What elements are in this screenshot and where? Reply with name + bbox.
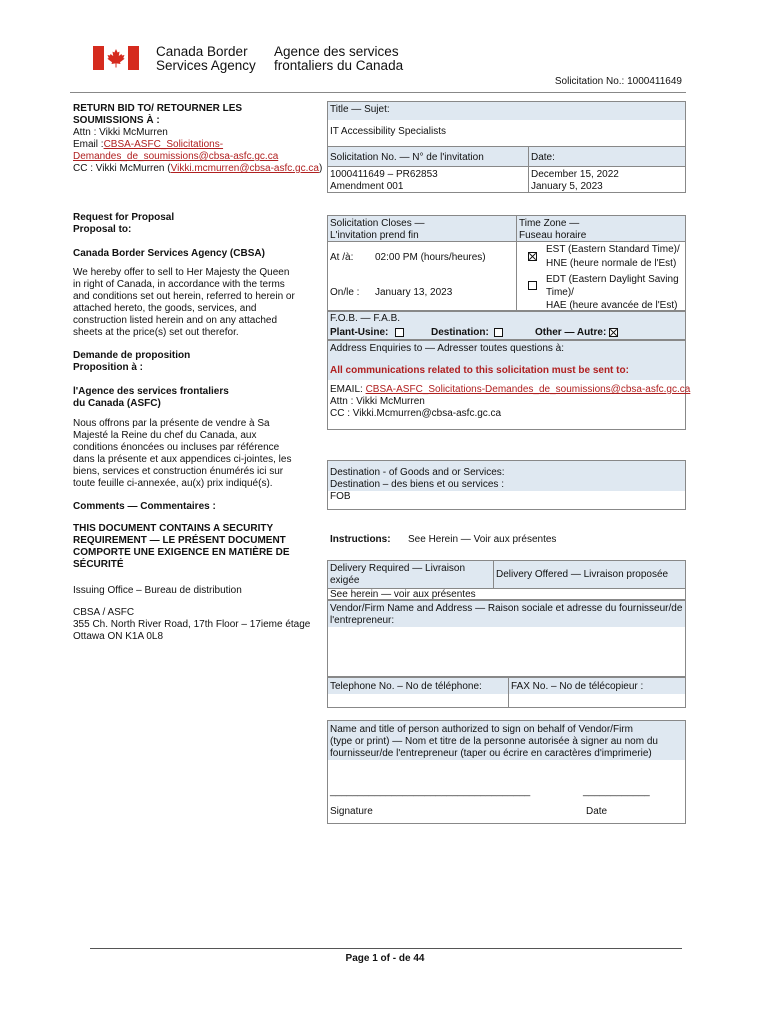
- plant-checkbox[interactable]: [395, 328, 404, 337]
- destination-text: Destination - of Goods and or Services: Destination – des biens et ou services : FOB: [330, 467, 505, 502]
- offer-text-fr: Nous offrons par la présente de vendre à Sa Majesté la Reine du chef du Canada, aux conditions énoncées ou incluses par référence dans la présente et aux appendices ci-jointes, les biens, services et construction énumérés ici sur toute feuille ci-annexée, au(x) prix indiqué(s).: [73, 418, 292, 489]
- agency-name-en: Canada Border Services Agency: [156, 44, 256, 73]
- header-divider: [70, 92, 686, 93]
- est-label: EST (Eastern Standard Time)/ HNE (heure normale de l'Est): [546, 244, 680, 269]
- rfp-heading: Request for Proposal Proposal to:: [73, 212, 175, 235]
- name-title-label: Name and title of person authorized to sign on behalf of Vendor/Firm (type or print) — Nom et titre de la personne autorisée à signer au nom du fournisseur/de l'entrepreneur (taper ou écrire en caractères d'imprimerie): [330, 724, 658, 759]
- date-line: ____________: [583, 786, 650, 797]
- signature-label: Signature: [330, 806, 373, 817]
- est-checkbox[interactable]: [528, 252, 537, 261]
- solicitation-number-header: Solicitation No.: 1000411649: [554, 76, 682, 87]
- cbsa-heading: Canada Border Services Agency (CBSA): [73, 248, 265, 259]
- contact-email-link[interactable]: CBSA-ASFC_Solicitations-Demandes_de_soumissions@cbsa-asfc.gc.ca: [365, 384, 691, 395]
- issuing-office-label: Issuing Office – Bureau de distribution: [73, 585, 242, 596]
- signature-date-label: Date: [586, 806, 608, 817]
- contact-attn: Attn : Vikki McMurren: [330, 396, 425, 407]
- email-link[interactable]: CBSA-ASFC_Solicitations-: [103, 139, 224, 150]
- fob-label: F.O.B. — F.A.B.: [330, 313, 401, 324]
- on-label: On/le :: [330, 287, 360, 298]
- footer-divider: [90, 948, 682, 949]
- at-value: 02:00 PM (hours/heures): [375, 252, 486, 263]
- vendor-label: Vendor/Firm Name and Address — Raison sociale et adresse du fournisseur/de l'entrepreneur:: [330, 603, 683, 626]
- canada-flag-logo: [93, 46, 139, 70]
- edt-checkbox[interactable]: [528, 281, 537, 290]
- delivery-required-label: Delivery Required — Livraison exigée: [330, 563, 466, 586]
- agency-name-fr: Agence des services frontaliers du Canada: [274, 44, 404, 73]
- all-communications-note: All communications related to this solicitation must be sent to:: [330, 365, 629, 376]
- closes-label: Solicitation Closes — L'invitation prend fin: [330, 218, 425, 241]
- sol-no-value: 1000411649 – PR62853 Amendment 001: [330, 169, 438, 192]
- security-notice: THIS DOCUMENT CONTAINS A SECURITY REQUIREMENT — LE PRÉSENT DOCUMENT COMPORTE UNE EXIGENCE EN MATIÈRE DE SÉCURITÉ: [73, 523, 290, 570]
- date-value: December 15, 2022 January 5, 2023: [531, 169, 619, 192]
- edt-label: EDT (Eastern Daylight Saving Time)/ HAE (heure avancée de l'Est): [546, 274, 679, 311]
- address-enquiries-label: Address Enquiries to — Adresser toutes questions à:: [330, 343, 565, 354]
- plant-label: Plant-Usine:: [330, 327, 389, 338]
- instructions-label: Instructions:: [330, 534, 391, 545]
- delivery-offered-label: Delivery Offered — Livraison proposée: [496, 569, 669, 580]
- email-link-continued[interactable]: Demandes_de_soumissions@cbsa-asfc.gc.ca: [73, 151, 279, 162]
- contact-email-line: EMAIL: CBSA-ASFC_Solicitations-Demandes_de_soumissions@cbsa-asfc.gc.ca: [330, 384, 691, 395]
- fax-label: FAX No. – No de télécopieur :: [511, 681, 644, 692]
- return-bid-block: RETURN BID TO/ RETOURNER LES SOUMISSIONS À : Attn : Vikki McMurren Email :CBSA-ASFC_Solicitations- Demandes_de_soumissions@cbsa-asfc.gc.ca CC : Vikki McMurren (Vikki.mcmurren@cbsa-asfc.gc.ca): [73, 103, 323, 174]
- offer-text-en: We hereby offer to sell to Her Majesty the Queen in right of Canada, in accordance with the terms and conditions set out herein, referred to herein or attached hereto, the goods, services, and construction listed herein and on any attached sheets at the price(s) set out therefor.: [73, 267, 295, 338]
- sol-no-label: Solicitation No. — N° de l'invitation: [330, 152, 484, 163]
- page-number: Page 1 of - de 44: [345, 953, 425, 964]
- instructions-value: See Herein — Voir aux présentes: [408, 534, 557, 545]
- title-value: IT Accessibility Specialists: [330, 126, 446, 137]
- signature-line: ____________________________________: [330, 786, 531, 797]
- on-value: January 13, 2023: [375, 287, 453, 298]
- title-label: Title — Sujet:: [330, 104, 390, 115]
- destination-label: Destination:: [431, 327, 489, 338]
- at-label: At /à:: [330, 252, 354, 263]
- contact-cc: CC : Vikki.Mcmurren@cbsa-asfc.gc.ca: [330, 408, 502, 419]
- see-herein-text: See herein — voir aux présentes: [330, 589, 476, 600]
- destination-checkbox[interactable]: [494, 328, 503, 337]
- cc-email-link[interactable]: Vikki.mcmurren@cbsa-asfc.gc.ca: [170, 163, 319, 174]
- other-label: Other — Autre:: [535, 327, 607, 338]
- telephone-label: Telephone No. – No de téléphone:: [330, 681, 482, 692]
- comments-heading: Comments — Commentaires :: [73, 501, 216, 512]
- demande-heading: Demande de proposition Proposition à :: [73, 350, 191, 373]
- timezone-label: Time Zone — Fuseau horaire: [519, 218, 587, 241]
- issuing-office-address: CBSA / ASFC 355 Ch. North River Road, 17th Floor – 17ieme étage Ottawa ON K1A 0L8: [73, 607, 311, 642]
- date-label: Date:: [531, 152, 555, 163]
- other-checkbox[interactable]: [609, 328, 618, 337]
- asfc-heading: l'Agence des services frontaliers du Canada (ASFC): [73, 386, 229, 409]
